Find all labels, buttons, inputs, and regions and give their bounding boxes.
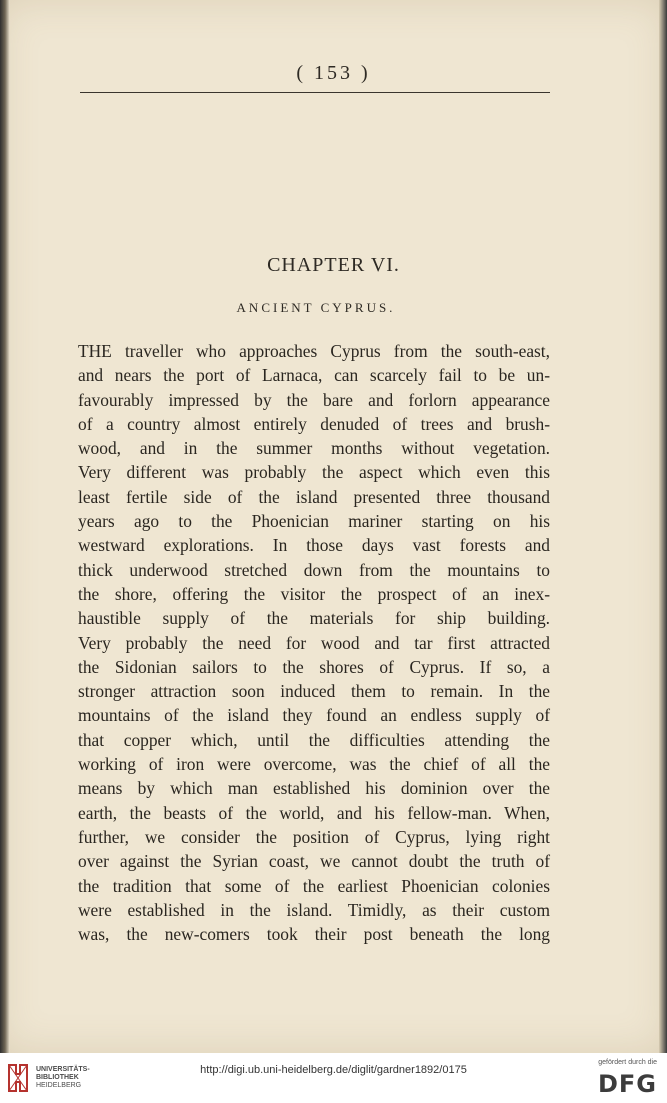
text-line: stronger attraction soon induced them to remain. In the (78, 681, 550, 702)
text-line: THE traveller who approaches Cyprus from the south-east, (78, 341, 550, 361)
text-line: and nears the port of Larnaca, can scarcely fail to be un- (78, 365, 550, 386)
text-line: means by which man established his dominion over the (78, 778, 550, 799)
text-line: Very probably the need for wood and tar first attracted (78, 632, 550, 653)
text-line: mountains of the island they found an endless supply of (78, 705, 550, 726)
library-name-line: HEIDELBERG (36, 1082, 82, 1089)
funder-caption: gefördert durch die (598, 1059, 657, 1066)
chapter-subtitle: ANCIENT CYPRUS. (236, 300, 396, 315)
body-paragraph (78, 339, 550, 946)
text-line: the tradition that some of the earliest Phoenician colonies (78, 875, 550, 896)
text-line: wood, and in the summer months without vegetation. (78, 438, 550, 459)
text-line: haustible supply of the materials for ship building. (78, 608, 550, 629)
text-line: was, the new-comers took their post beneath the long (78, 924, 550, 945)
dfg-logo[interactable]: DFG (597, 1070, 657, 1098)
viewer-footer (0, 1053, 667, 1103)
library-name-line: UNIVERSITÄTS- (36, 1066, 90, 1073)
text-line: Very different was probably the aspect which even this (78, 462, 550, 483)
chapter-title: CHAPTER VI. (267, 254, 400, 276)
text-line: the Sidonian sailors to the shores of Cyprus. If so, a (78, 656, 550, 677)
text-line: least fertile side of the island presented three thousand (78, 486, 550, 507)
text-line: that copper which, until the difficulties attending the (78, 729, 550, 750)
text-line: earth, the beasts of the world, and his fellow-man. When, (78, 802, 550, 823)
text-line: of a country almost entirely denuded of trees and brush- (78, 413, 550, 434)
text-line: the shore, offering the visitor the prospect of an inex- (78, 583, 550, 604)
permalink-url[interactable]: http://digi.ub.uni-heidelberg.de/diglit/gardner1892/0175 (200, 1064, 467, 1076)
page-gutter-shadow (0, 0, 10, 1053)
text-line: were established in the island. Timidly, as their custom (78, 899, 550, 920)
library-name-line: BIBLIOTHEK (36, 1074, 79, 1081)
text-line: years ago to the Phoenician mariner starting on his (78, 511, 550, 532)
text-line: thick underwood stretched down from the mountains to (78, 559, 550, 580)
text-line: favourably impressed by the bare and forlorn appearance (78, 389, 550, 410)
text-line: westward explorations. In those days vast forests and (78, 535, 550, 556)
text-line: working of iron were overcome, was the chief of all the (78, 754, 550, 775)
text-line: over against the Syrian coast, we cannot doubt the truth of (78, 851, 550, 872)
page-number: ( 153 ) (296, 62, 371, 84)
text-line: further, we consider the position of Cyprus, lying right (78, 826, 550, 847)
header-rule (80, 92, 550, 93)
page-edge-shadow (659, 0, 667, 1053)
